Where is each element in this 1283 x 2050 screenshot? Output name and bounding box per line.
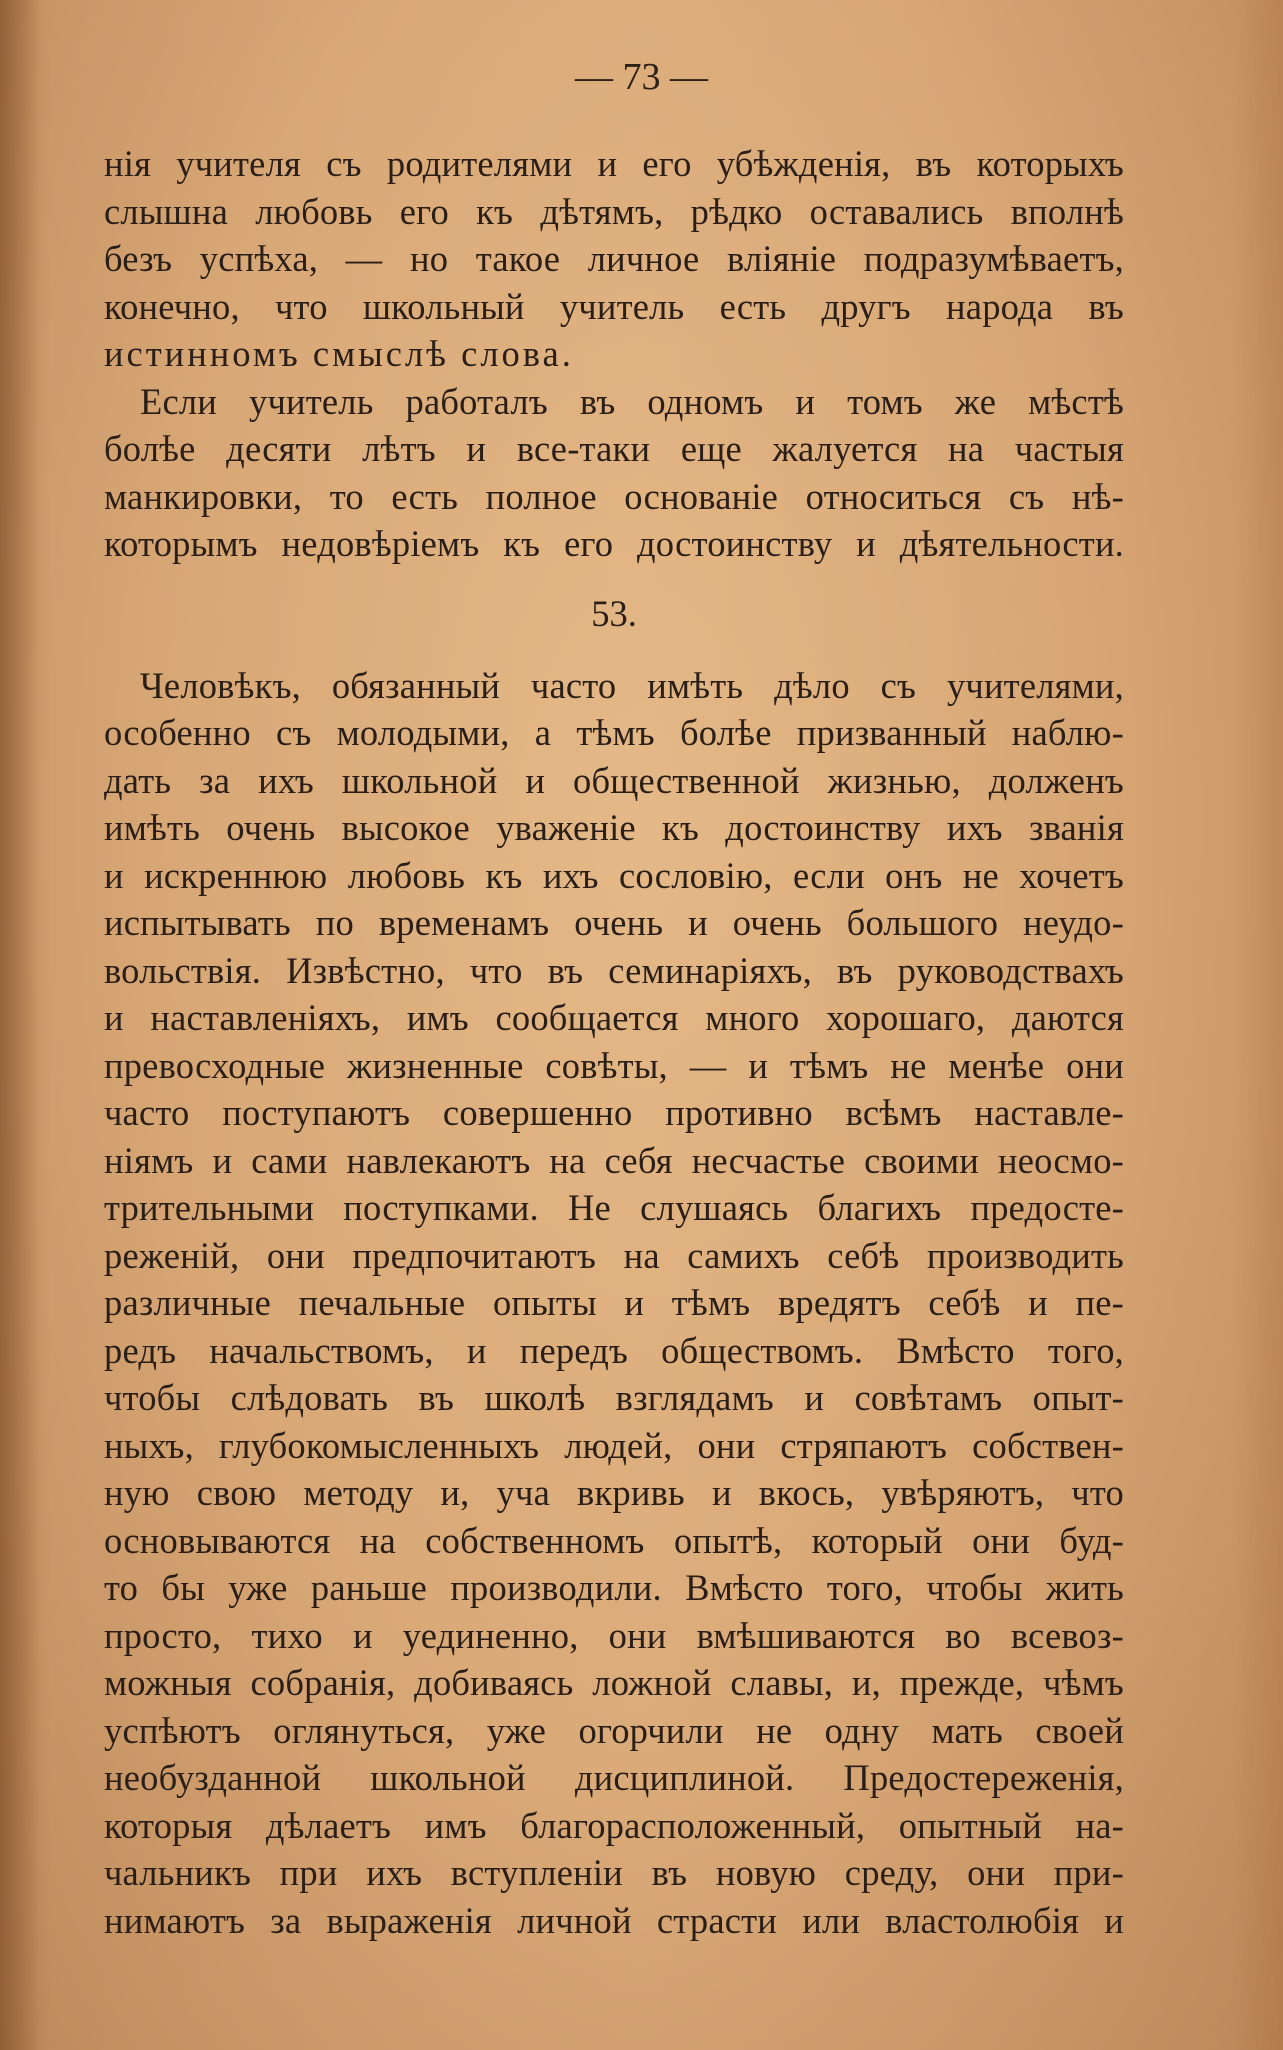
paragraph-1: [104, 140, 1124, 378]
text-line: вольствія. Извѣстно, что въ семинаріяхъ, въ руководствахъ: [104, 949, 1124, 991]
text-line: необузданной школьной дисциплиной. Предостереженія,: [104, 1757, 1124, 1798]
section-number: 53.: [591, 592, 637, 634]
text-line: имѣть очень высокое уваженіе къ достоинству ихъ званія: [104, 807, 1124, 848]
text-line: которымъ недовѣріемъ къ его достоинству и дѣятельности.: [104, 523, 1124, 564]
text-line: основываются на собственномъ опытѣ, который они буд-: [104, 1519, 1124, 1561]
text-line: Если учитель работалъ въ одномъ и томъ же мѣстѣ: [140, 380, 1124, 422]
text-line: дать за ихъ школьной и общественной жизнью, долженъ: [104, 759, 1124, 801]
text-line: слышна любовь его къ дѣтямъ, рѣдко оставались вполнѣ: [104, 190, 1124, 232]
text-line: превосходные жизненные совѣты, — и тѣмъ не менѣе они: [104, 1044, 1124, 1086]
text-line: можныя собранія, добиваясь ложной славы, и, прежде, чѣмъ: [104, 1662, 1124, 1703]
text-line: Человѣкъ, обязанный часто имѣть дѣло съ учителями,: [140, 664, 1124, 706]
text-line: которыя дѣлаетъ имъ благорасположенный, опытный на-: [104, 1804, 1124, 1846]
text-line: просто, тихо и уединенно, они вмѣшиваются во всевоз-: [104, 1614, 1124, 1656]
text-line: реженій, они предпочитаютъ на самихъ себѣ производить: [104, 1234, 1124, 1276]
text-line: болѣе десяти лѣтъ и все-таки еще жалуется на частыя: [104, 428, 1124, 469]
text-line: ныхъ, глубокомысленныхъ людей, они стряпаютъ собствен-: [104, 1424, 1124, 1466]
text-line: безъ успѣха, — но такое личное вліяніе подразумѣваетъ,: [104, 238, 1124, 279]
paragraph-2: [104, 378, 1124, 568]
text-line: и искреннюю любовь къ ихъ сословію, если онъ не хочетъ: [104, 854, 1124, 896]
text-line: манкировки, то есть полное основаніе относиться съ нѣ-: [104, 475, 1124, 517]
text-line: то бы уже раньше производили. Вмѣсто того, чтобы жить: [104, 1567, 1124, 1608]
text-line: различные печальные опыты и тѣмъ вредятъ себѣ и пе-: [104, 1282, 1124, 1323]
page-number: — 73 —: [575, 56, 708, 98]
text-line: нимаютъ за выраженія личной страсти или властолюбія и: [104, 1899, 1124, 1941]
text-line: ную свою методу и, уча вкривь и вкось, увѣряютъ, что: [104, 1472, 1124, 1513]
text-line: трительными поступками. Не слушаясь благихъ предосте-: [104, 1187, 1124, 1228]
page-edge-shadow: [0, 0, 40, 2050]
text-line: конечно, что школьный учитель есть другъ народа въ: [104, 285, 1124, 327]
text-line: и наставленіяхъ, имъ сообщается много хорошаго, даются: [104, 997, 1124, 1038]
page-text: [104, 140, 1124, 1944]
text-line: особенно съ молодыми, а тѣмъ болѣе призванный наблю-: [104, 712, 1124, 753]
text-line: редъ начальствомъ, и передъ обществомъ. Вмѣсто того,: [104, 1329, 1124, 1371]
text-line: нія учителя съ родителями и его убѣжденія, въ которыхъ: [104, 143, 1124, 184]
text-line: успѣютъ оглянуться, уже огорчили не одну мать своей: [104, 1709, 1124, 1751]
text-line: ніямъ и сами навлекаютъ на себя несчастье своими неосмо-: [104, 1139, 1124, 1181]
text-line: часто поступаютъ совершенно противно всѣмъ наставле-: [104, 1092, 1124, 1133]
paragraph-3: [104, 662, 1124, 1945]
text-line: чтобы слѣдовать въ школѣ взглядамъ и совѣтамъ опыт-: [104, 1377, 1124, 1418]
text-line: истинномъ смыслѣ слова.: [104, 333, 574, 374]
text-line: чальникъ при ихъ вступленіи въ новую среду, они при-: [104, 1852, 1124, 1893]
text-line: испытывать по временамъ очень и очень большого неудо-: [104, 902, 1124, 943]
